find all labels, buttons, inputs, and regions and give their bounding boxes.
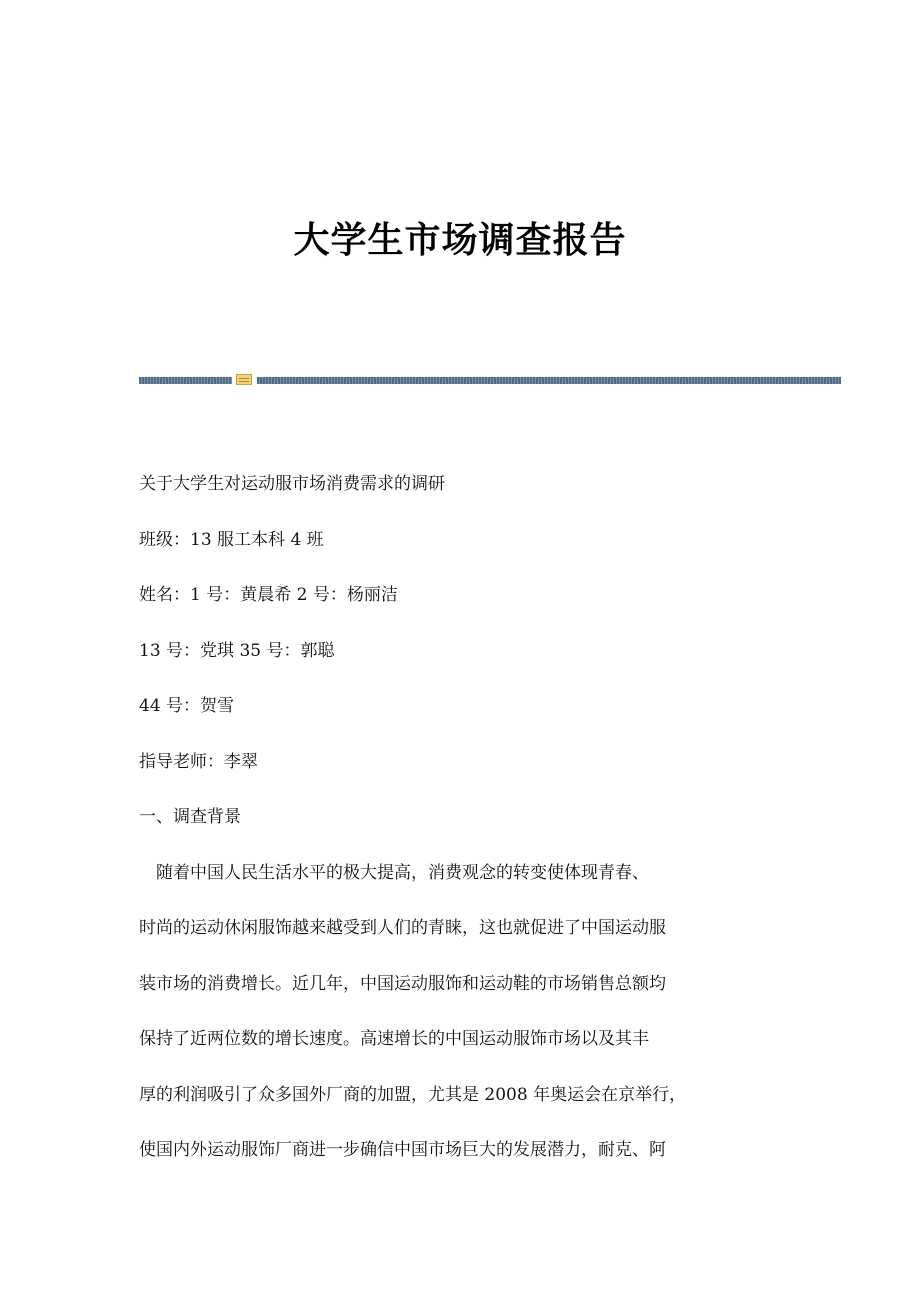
paragraph-line: 时尚的运动休闲服饰越来越受到人们的青睐，这也就促进了中国运动服: [139, 918, 666, 938]
class-line: 班级：13 服工本科 4 班: [139, 529, 324, 550]
divider-ornament-icon: [236, 374, 252, 385]
names-line-3: 44 号：贺雪: [139, 696, 235, 716]
divider-bar-left: [139, 377, 232, 384]
title-divider: [139, 374, 841, 386]
paragraph-line: 随着中国人民生活水平的极大提高，消费观念的转变使体现青春、: [156, 862, 649, 883]
document-body: [139, 470, 739, 1192]
names-line-1: 姓名：1 号：黄晨希 2 号：杨丽洁: [139, 585, 398, 605]
divider-bar-right: [257, 377, 841, 384]
section-heading: 一、调查背景: [139, 807, 241, 827]
paragraph-line: 装市场的消费增长。近几年，中国运动服饰和运动鞋的市场销售总额均: [139, 973, 666, 994]
subtitle-line: 关于大学生对运动服市场消费需求的调研: [139, 474, 445, 494]
paragraph-line: 保持了近两位数的增长速度。高速增长的中国运动服饰市场以及其丰: [139, 1029, 649, 1049]
names-line-2: 13 号：党琪 35 号：郭聪: [139, 640, 335, 661]
paragraph-line: 使国内外运动服饰厂商进一步确信中国市场巨大的发展潜力，耐克、阿: [139, 1140, 666, 1160]
paragraph-line: 厚的利润吸引了众多国外厂商的加盟，尤其是 2008 年奥运会在京举行，: [139, 1084, 687, 1105]
document-title: 大学生市场调查报告: [293, 220, 627, 261]
advisor-line: 指导老师：李翠: [139, 751, 258, 772]
